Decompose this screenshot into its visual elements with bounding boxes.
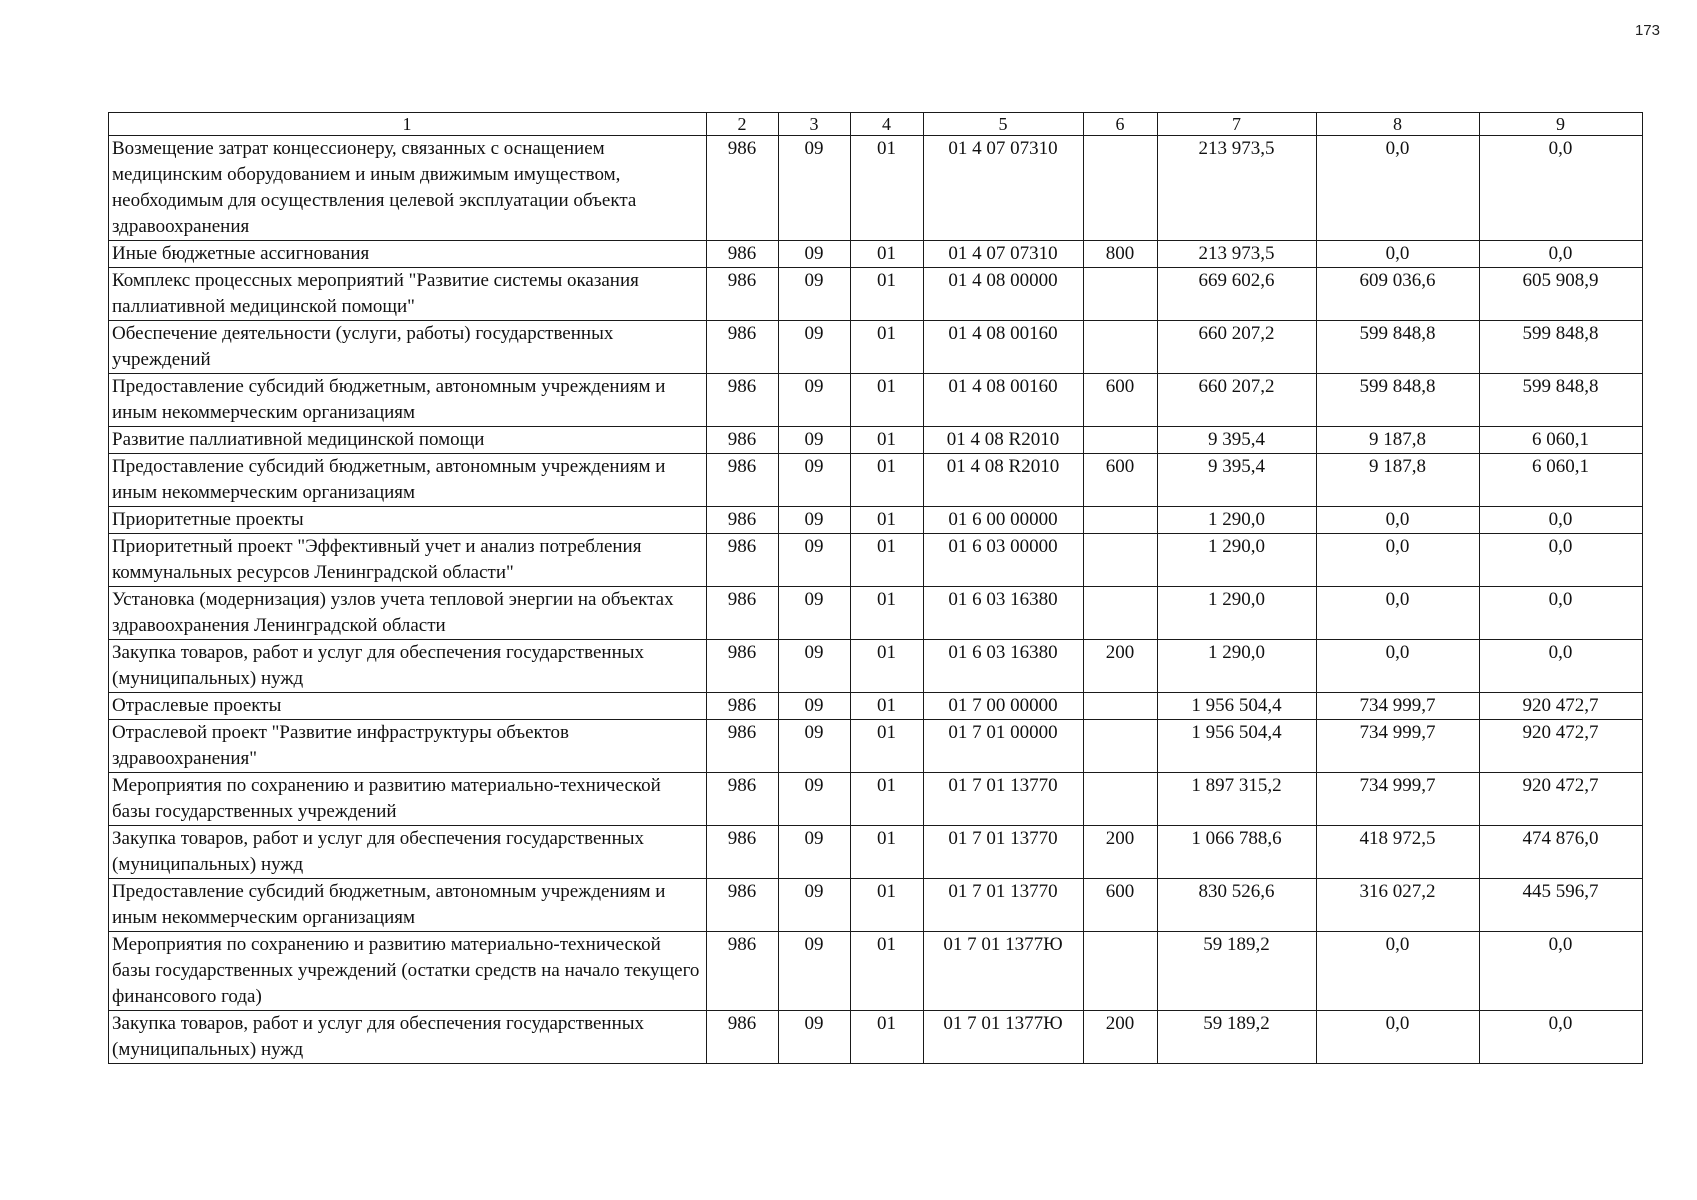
section-cell: 09 xyxy=(779,321,851,374)
amount-cell: 0,0 xyxy=(1317,1011,1480,1064)
expense-type-cell xyxy=(1084,534,1158,587)
amount-cell: 599 848,8 xyxy=(1480,374,1643,427)
target-article-cell: 01 6 00 00000 xyxy=(924,507,1084,534)
subsection-cell: 01 xyxy=(851,454,924,507)
amount-cell: 0,0 xyxy=(1317,640,1480,693)
row-name-cell: Мероприятия по сохранению и развитию материально-технической базы государственных учреждений (остатки средств на начало текущего финансового года) xyxy=(109,932,707,1011)
amount-cell: 6 060,1 xyxy=(1480,427,1643,454)
target-article-cell: 01 4 08 00160 xyxy=(924,321,1084,374)
column-number: 8 xyxy=(1317,113,1480,136)
amount-cell: 599 848,8 xyxy=(1317,374,1480,427)
table-body xyxy=(109,113,1643,1064)
section-cell: 09 xyxy=(779,374,851,427)
subsection-cell: 01 xyxy=(851,640,924,693)
row-name-cell: Закупка товаров, работ и услуг для обеспечения государственных (муниципальных) нужд xyxy=(109,1011,707,1064)
admin-code-cell: 986 xyxy=(707,321,779,374)
section-cell: 09 xyxy=(779,454,851,507)
expense-type-cell xyxy=(1084,693,1158,720)
page-number: 173 xyxy=(1634,22,1660,39)
amount-cell: 1 290,0 xyxy=(1158,534,1317,587)
section-cell: 09 xyxy=(779,507,851,534)
subsection-cell: 01 xyxy=(851,773,924,826)
admin-code-cell: 986 xyxy=(707,507,779,534)
admin-code-cell: 986 xyxy=(707,879,779,932)
amount-cell: 1 066 788,6 xyxy=(1158,826,1317,879)
target-article-cell: 01 7 01 13770 xyxy=(924,826,1084,879)
amount-cell: 9 395,4 xyxy=(1158,427,1317,454)
admin-code-cell: 986 xyxy=(707,826,779,879)
admin-code-cell: 986 xyxy=(707,534,779,587)
table-row xyxy=(109,321,1643,374)
budget-table xyxy=(108,112,1643,1064)
subsection-cell: 01 xyxy=(851,826,924,879)
column-number: 2 xyxy=(707,113,779,136)
expense-type-cell: 200 xyxy=(1084,826,1158,879)
amount-cell: 474 876,0 xyxy=(1480,826,1643,879)
target-article-cell: 01 7 01 13770 xyxy=(924,879,1084,932)
amount-cell: 6 060,1 xyxy=(1480,454,1643,507)
subsection-cell: 01 xyxy=(851,720,924,773)
section-cell: 09 xyxy=(779,826,851,879)
amount-cell: 0,0 xyxy=(1480,640,1643,693)
row-name-cell: Обеспечение деятельности (услуги, работы) государственных учреждений xyxy=(109,321,707,374)
section-cell: 09 xyxy=(779,720,851,773)
section-cell: 09 xyxy=(779,1011,851,1064)
amount-cell: 734 999,7 xyxy=(1317,693,1480,720)
amount-cell: 0,0 xyxy=(1317,587,1480,640)
row-name-cell: Предоставление субсидий бюджетным, автономным учреждениям и иным некоммерческим организациям xyxy=(109,454,707,507)
amount-cell: 0,0 xyxy=(1480,507,1643,534)
amount-cell: 920 472,7 xyxy=(1480,720,1643,773)
row-name-cell: Предоставление субсидий бюджетным, автономным учреждениям и иным некоммерческим организациям xyxy=(109,879,707,932)
amount-cell: 0,0 xyxy=(1480,1011,1643,1064)
row-name-cell: Отраслевой проект "Развитие инфраструктуры объектов здравоохранения" xyxy=(109,720,707,773)
expense-type-cell xyxy=(1084,587,1158,640)
amount-cell: 660 207,2 xyxy=(1158,374,1317,427)
target-article-cell: 01 4 07 07310 xyxy=(924,241,1084,268)
subsection-cell: 01 xyxy=(851,374,924,427)
amount-cell: 609 036,6 xyxy=(1317,268,1480,321)
expense-type-cell xyxy=(1084,932,1158,1011)
target-article-cell: 01 4 08 00160 xyxy=(924,374,1084,427)
amount-cell: 660 207,2 xyxy=(1158,321,1317,374)
admin-code-cell: 986 xyxy=(707,1011,779,1064)
section-cell: 09 xyxy=(779,879,851,932)
amount-cell: 0,0 xyxy=(1317,136,1480,241)
amount-cell: 59 189,2 xyxy=(1158,932,1317,1011)
section-cell: 09 xyxy=(779,534,851,587)
table-row xyxy=(109,640,1643,693)
row-name-cell: Возмещение затрат концессионеру, связанных с оснащением медицинским оборудованием и иным движимым имуществом, необходимым для осуществления целевой эксплуатации объекта здравоохранения xyxy=(109,136,707,241)
amount-cell: 1 290,0 xyxy=(1158,507,1317,534)
subsection-cell: 01 xyxy=(851,241,924,268)
expense-type-cell xyxy=(1084,507,1158,534)
target-article-cell: 01 4 08 R2010 xyxy=(924,454,1084,507)
target-article-cell: 01 7 01 13770 xyxy=(924,773,1084,826)
column-number: 6 xyxy=(1084,113,1158,136)
expense-type-cell: 200 xyxy=(1084,640,1158,693)
row-name-cell: Мероприятия по сохранению и развитию материально-технической базы государственных учреждений xyxy=(109,773,707,826)
amount-cell: 0,0 xyxy=(1480,932,1643,1011)
admin-code-cell: 986 xyxy=(707,587,779,640)
admin-code-cell: 986 xyxy=(707,136,779,241)
expense-type-cell: 800 xyxy=(1084,241,1158,268)
expense-type-cell xyxy=(1084,427,1158,454)
amount-cell: 213 973,5 xyxy=(1158,241,1317,268)
table-row xyxy=(109,693,1643,720)
expense-type-cell: 600 xyxy=(1084,454,1158,507)
section-cell: 09 xyxy=(779,932,851,1011)
table-row xyxy=(109,136,1643,241)
column-number: 1 xyxy=(109,113,707,136)
column-number: 5 xyxy=(924,113,1084,136)
table-row xyxy=(109,720,1643,773)
table-row xyxy=(109,1011,1643,1064)
section-cell: 09 xyxy=(779,427,851,454)
amount-cell: 0,0 xyxy=(1480,587,1643,640)
admin-code-cell: 986 xyxy=(707,640,779,693)
amount-cell: 418 972,5 xyxy=(1317,826,1480,879)
amount-cell: 59 189,2 xyxy=(1158,1011,1317,1064)
amount-cell: 1 290,0 xyxy=(1158,587,1317,640)
admin-code-cell: 986 xyxy=(707,427,779,454)
table-row xyxy=(109,268,1643,321)
subsection-cell: 01 xyxy=(851,587,924,640)
admin-code-cell: 986 xyxy=(707,773,779,826)
subsection-cell: 01 xyxy=(851,136,924,241)
row-name-cell: Приоритетный проект "Эффективный учет и анализ потребления коммунальных ресурсов Ленинградской области" xyxy=(109,534,707,587)
admin-code-cell: 986 xyxy=(707,374,779,427)
admin-code-cell: 986 xyxy=(707,932,779,1011)
section-cell: 09 xyxy=(779,693,851,720)
target-article-cell: 01 6 03 16380 xyxy=(924,587,1084,640)
expense-type-cell xyxy=(1084,773,1158,826)
expense-type-cell xyxy=(1084,720,1158,773)
column-number: 4 xyxy=(851,113,924,136)
target-article-cell: 01 6 03 16380 xyxy=(924,640,1084,693)
row-name-cell: Комплекс процессных мероприятий "Развитие системы оказания паллиативной медицинской помощи" xyxy=(109,268,707,321)
amount-cell: 0,0 xyxy=(1480,534,1643,587)
column-number-row xyxy=(109,113,1643,136)
expense-type-cell: 200 xyxy=(1084,1011,1158,1064)
subsection-cell: 01 xyxy=(851,321,924,374)
amount-cell: 1 956 504,4 xyxy=(1158,693,1317,720)
expense-type-cell: 600 xyxy=(1084,374,1158,427)
target-article-cell: 01 4 08 R2010 xyxy=(924,427,1084,454)
row-name-cell: Закупка товаров, работ и услуг для обеспечения государственных (муниципальных) нужд xyxy=(109,826,707,879)
table-row xyxy=(109,454,1643,507)
amount-cell: 734 999,7 xyxy=(1317,720,1480,773)
amount-cell: 316 027,2 xyxy=(1317,879,1480,932)
column-number: 3 xyxy=(779,113,851,136)
expense-type-cell: 600 xyxy=(1084,879,1158,932)
admin-code-cell: 986 xyxy=(707,454,779,507)
table-row xyxy=(109,773,1643,826)
amount-cell: 0,0 xyxy=(1317,507,1480,534)
target-article-cell: 01 7 01 1377Ю xyxy=(924,932,1084,1011)
amount-cell: 605 908,9 xyxy=(1480,268,1643,321)
amount-cell: 669 602,6 xyxy=(1158,268,1317,321)
amount-cell: 599 848,8 xyxy=(1317,321,1480,374)
table-row xyxy=(109,374,1643,427)
amount-cell: 9 187,8 xyxy=(1317,454,1480,507)
amount-cell: 0,0 xyxy=(1480,241,1643,268)
admin-code-cell: 986 xyxy=(707,693,779,720)
admin-code-cell: 986 xyxy=(707,241,779,268)
admin-code-cell: 986 xyxy=(707,720,779,773)
table-row xyxy=(109,587,1643,640)
subsection-cell: 01 xyxy=(851,507,924,534)
column-number: 7 xyxy=(1158,113,1317,136)
amount-cell: 830 526,6 xyxy=(1158,879,1317,932)
row-name-cell: Установка (модернизация) узлов учета тепловой энергии на объектах здравоохранения Ленинградской области xyxy=(109,587,707,640)
subsection-cell: 01 xyxy=(851,932,924,1011)
row-name-cell: Отраслевые проекты xyxy=(109,693,707,720)
amount-cell: 0,0 xyxy=(1317,241,1480,268)
table-row xyxy=(109,879,1643,932)
amount-cell: 213 973,5 xyxy=(1158,136,1317,241)
row-name-cell: Иные бюджетные ассигнования xyxy=(109,241,707,268)
subsection-cell: 01 xyxy=(851,534,924,587)
section-cell: 09 xyxy=(779,587,851,640)
target-article-cell: 01 7 01 00000 xyxy=(924,720,1084,773)
amount-cell: 920 472,7 xyxy=(1480,693,1643,720)
subsection-cell: 01 xyxy=(851,879,924,932)
target-article-cell: 01 4 08 00000 xyxy=(924,268,1084,321)
column-number: 9 xyxy=(1480,113,1643,136)
amount-cell: 734 999,7 xyxy=(1317,773,1480,826)
subsection-cell: 01 xyxy=(851,268,924,321)
amount-cell: 1 290,0 xyxy=(1158,640,1317,693)
section-cell: 09 xyxy=(779,640,851,693)
amount-cell: 1 956 504,4 xyxy=(1158,720,1317,773)
amount-cell: 1 897 315,2 xyxy=(1158,773,1317,826)
section-cell: 09 xyxy=(779,773,851,826)
row-name-cell: Закупка товаров, работ и услуг для обеспечения государственных (муниципальных) нужд xyxy=(109,640,707,693)
subsection-cell: 01 xyxy=(851,1011,924,1064)
amount-cell: 599 848,8 xyxy=(1480,321,1643,374)
admin-code-cell: 986 xyxy=(707,268,779,321)
section-cell: 09 xyxy=(779,136,851,241)
table-row xyxy=(109,932,1643,1011)
amount-cell: 920 472,7 xyxy=(1480,773,1643,826)
row-name-cell: Приоритетные проекты xyxy=(109,507,707,534)
table-row xyxy=(109,427,1643,454)
row-name-cell: Развитие паллиативной медицинской помощи xyxy=(109,427,707,454)
section-cell: 09 xyxy=(779,268,851,321)
table-row xyxy=(109,241,1643,268)
subsection-cell: 01 xyxy=(851,693,924,720)
table-row xyxy=(109,534,1643,587)
subsection-cell: 01 xyxy=(851,427,924,454)
amount-cell: 0,0 xyxy=(1317,534,1480,587)
target-article-cell: 01 6 03 00000 xyxy=(924,534,1084,587)
table-row xyxy=(109,507,1643,534)
expense-type-cell xyxy=(1084,268,1158,321)
amount-cell: 445 596,7 xyxy=(1480,879,1643,932)
expense-type-cell xyxy=(1084,321,1158,374)
target-article-cell: 01 7 00 00000 xyxy=(924,693,1084,720)
target-article-cell: 01 7 01 1377Ю xyxy=(924,1011,1084,1064)
amount-cell: 9 395,4 xyxy=(1158,454,1317,507)
table-row xyxy=(109,826,1643,879)
amount-cell: 0,0 xyxy=(1480,136,1643,241)
expense-type-cell xyxy=(1084,136,1158,241)
row-name-cell: Предоставление субсидий бюджетным, автономным учреждениям и иным некоммерческим организациям xyxy=(109,374,707,427)
amount-cell: 0,0 xyxy=(1317,932,1480,1011)
section-cell: 09 xyxy=(779,241,851,268)
target-article-cell: 01 4 07 07310 xyxy=(924,136,1084,241)
amount-cell: 9 187,8 xyxy=(1317,427,1480,454)
